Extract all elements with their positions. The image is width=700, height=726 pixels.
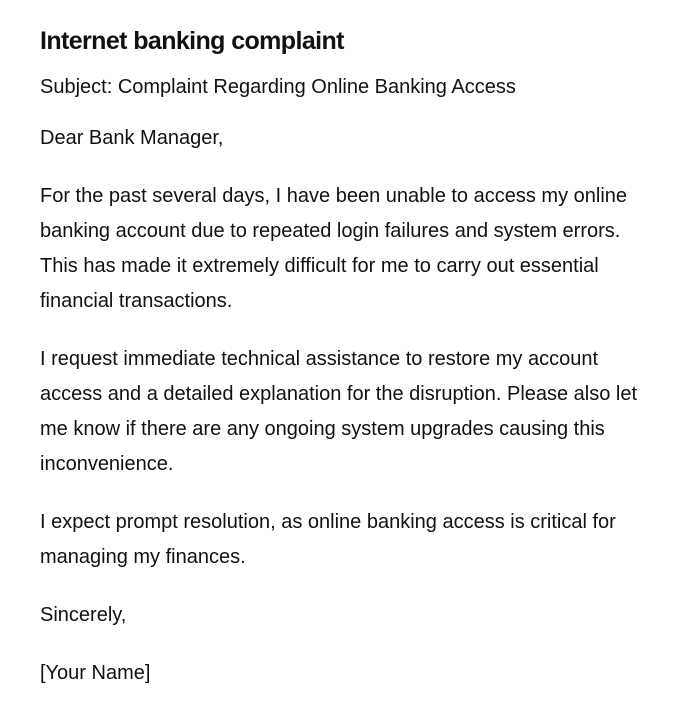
page-title: Internet banking complaint bbox=[40, 27, 344, 55]
salutation: Dear Bank Manager, bbox=[40, 127, 224, 149]
signature-placeholder: [Your Name] bbox=[40, 662, 151, 684]
body-paragraph-1: For the past several days, I have been unable to access my online banking account due to repeated login failures and system errors. This has made it extremely difficult for me to carry out essential financial transactions. bbox=[40, 185, 628, 312]
closing: Sincerely, bbox=[40, 604, 127, 626]
body-paragraph-2: I request immediate technical assistance to restore my account access and a detailed explanation for the disruption. Please also let me know if there are any ongoing system upgrades causing this inconvenience. bbox=[40, 348, 638, 475]
subject-line: Subject: Complaint Regarding Online Banking Access bbox=[40, 76, 516, 98]
body-paragraph-3: I expect prompt resolution, as online banking access is critical for managing my finances. bbox=[40, 511, 616, 568]
